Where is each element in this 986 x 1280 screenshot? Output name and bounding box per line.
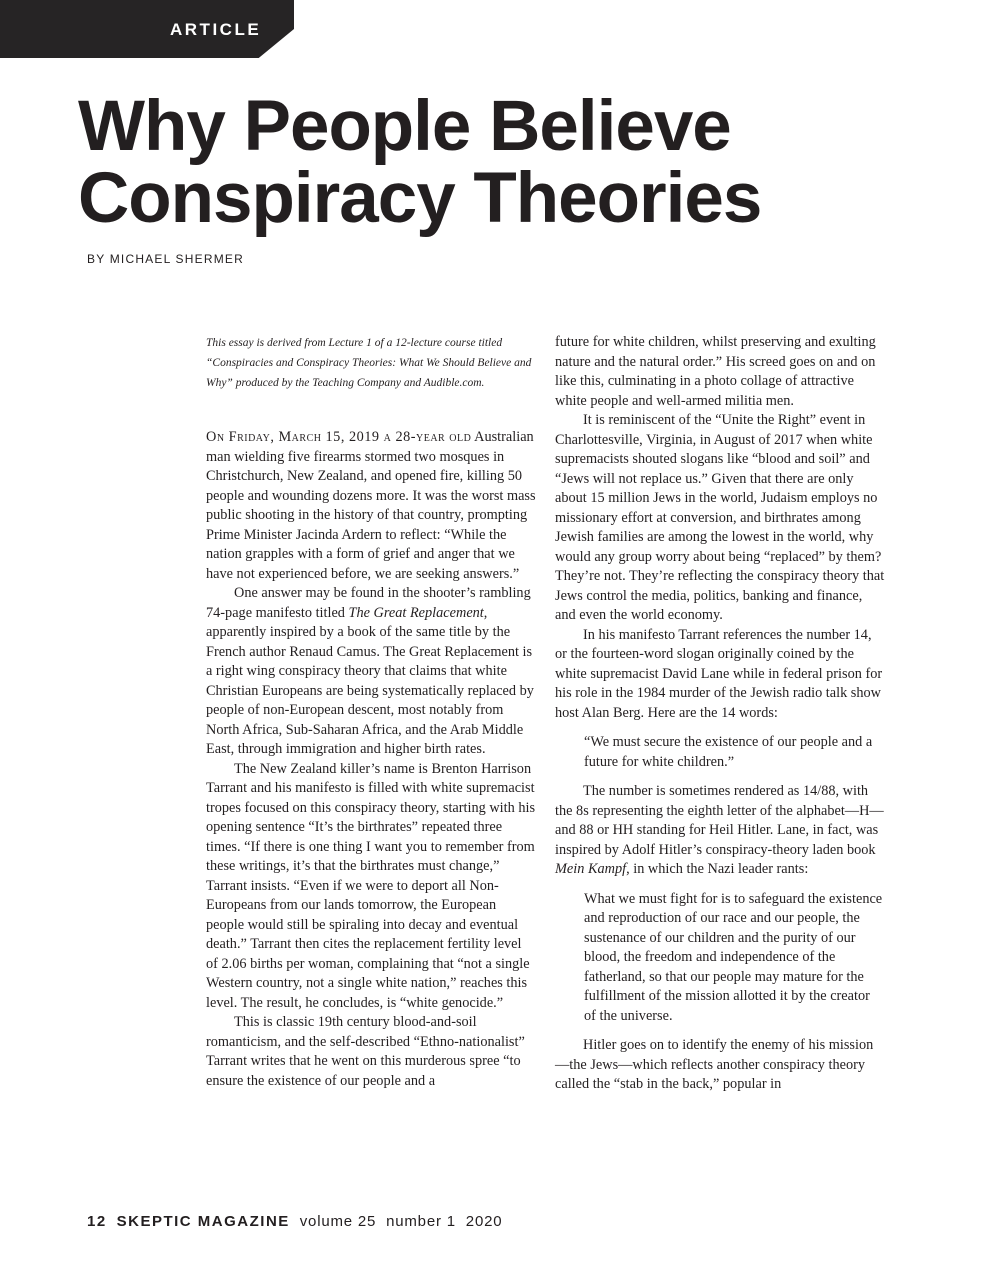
text-column-1 xyxy=(206,428,536,1091)
paragraph: This is classic 19th century blood-and-soil romanticism, and the self-described “Ethno-nationalist” Tarrant writes that he went on this murderous spree “to ensure the existence of our people and a xyxy=(206,1014,525,1089)
byline: BY MICHAEL SHERMER xyxy=(87,252,244,266)
paragraph xyxy=(555,782,885,880)
paragraph-text: One answer may be found in the shooter’s rambling 74-page manifesto titled xyxy=(206,585,531,621)
paragraph xyxy=(206,584,536,760)
book-title: The Great Replacement xyxy=(348,604,484,621)
paragraph-text: , in which the Nazi leader rants: xyxy=(626,861,809,877)
paragraph: future for white children, whilst preserving and exulting nature and the natural order.” His screed goes on and on like this, culminating in a photo collage of attractive white people and well-armed militia men. xyxy=(555,334,876,409)
paragraph-text: , apparently inspired by a book of the same title by the French author Renaud Camus. The Great Replacement is a right wing conspiracy theory that claims that white Christian Europeans are being systematically replaced by people of non-European descent, most notably from North Africa, Sub-Saharan Africa, and the Arab Middle East, through immigration and higher birth rates. xyxy=(206,604,534,757)
page-footer xyxy=(87,1213,502,1230)
paragraph-text: Australian man wielding five firearms stormed two mosques in Christchurch, New Zealand, and opened fire, killing 50 people and wounding dozens more. It was the worst mass public shooting in the history of that country, prompting Prime Minister Jacinda Ardern to reflect: “While the nation grapples with a form of grief and anger that we have not experienced before, we are seeking answers.” xyxy=(206,429,536,582)
title-line-2: Conspiracy Theories xyxy=(78,159,762,238)
paragraph: It is reminiscent of the “Unite the Right” event in Charlottesville, Virginia, in August of 2017 when white supremacists shouted slogans like “blood and soil” and “Jews will not replace us.” Given that there are only about 15 million Jews in the world, Judaism employs no missionary effort at conversion, and birthrates among Jewish families are among the lowest in the world, why would any group worry about being “replaced” by them? They’re not. They’re reflecting the conspiracy theory that Jews control the media, politics, banking and finance, and even the world economy. xyxy=(555,412,885,623)
magazine-name: SKEPTIC MAGAZINE xyxy=(116,1213,290,1230)
book-title: Mein Kampf xyxy=(555,861,627,877)
paragraph: Hitler goes on to identify the enemy of his mission—the Jews—which reflects another conspiracy theory called the “stab in the back,” popular in xyxy=(555,1037,874,1092)
issue-info: volume 25 number 1 2020 xyxy=(299,1213,503,1230)
paragraph xyxy=(206,428,536,584)
paragraph: The New Zealand killer’s name is Brenton Harrison Tarrant and his manifesto is filled with white supremacist tropes focused on this conspiracy theory, starting with his opening sentence “It’s the birthrates” repeated three times. “If there is one thing I want you to remember from these writings, it’s that the birthrates must change,” Tarrant insists. “Even if we were to deport all Non-Europeans from our lands tomorrow, the European people would still be spiraling into decay and eventual death.” Tarrant then cites the replacement fertility level of 2.06 births per woman, complaining that “not a single Western country, not a single white nation,” reaches this level. The result, he concludes, is “white genocide.” xyxy=(206,760,536,1011)
title-line-1: Why People Believe xyxy=(78,87,731,166)
page-number: 12 xyxy=(87,1213,107,1230)
paragraph-text: The number is sometimes rendered as 14/88, with the 8s representing the eighth letter of the alphabet—H—and 88 or HH standing for Heil Hitler. Lane, in fact, was inspired by Adolf Hitler’s conspiracy-theory laden book xyxy=(555,783,884,858)
article-title xyxy=(78,87,762,238)
paragraph: In his manifesto Tarrant references the number 14, or the fourteen-word slogan originally coined by the white supremacist David Lane while in federal prison for his role in the 1984 murder of the Jewish radio talk show host Alan Berg. Here are the 14 words: xyxy=(555,626,883,721)
intro-note: This essay is derived from Lecture 1 of a 12-lecture course titled “Conspiracies and Conspiracy Theories: What We Should Believe and Why” produced by the Teaching Company and Audible.com. xyxy=(206,337,532,389)
block-quote: What we must fight for is to safeguard the existence and reproduction of our race and our people, the sustenance of our children and the purity of our blood, the freedom and independence of the fatherland, so that our people may mature for the fulfillment of the mission allotted it by the creator of the universe. xyxy=(584,890,883,1024)
lead-in: On Friday, March 15, 2019 a 28-year old xyxy=(206,429,472,445)
section-label: ARTICLE xyxy=(170,20,262,39)
text-column-2 xyxy=(555,333,885,1095)
block-quote: “We must secure the existence of our people and a future for white children.” xyxy=(584,734,873,770)
